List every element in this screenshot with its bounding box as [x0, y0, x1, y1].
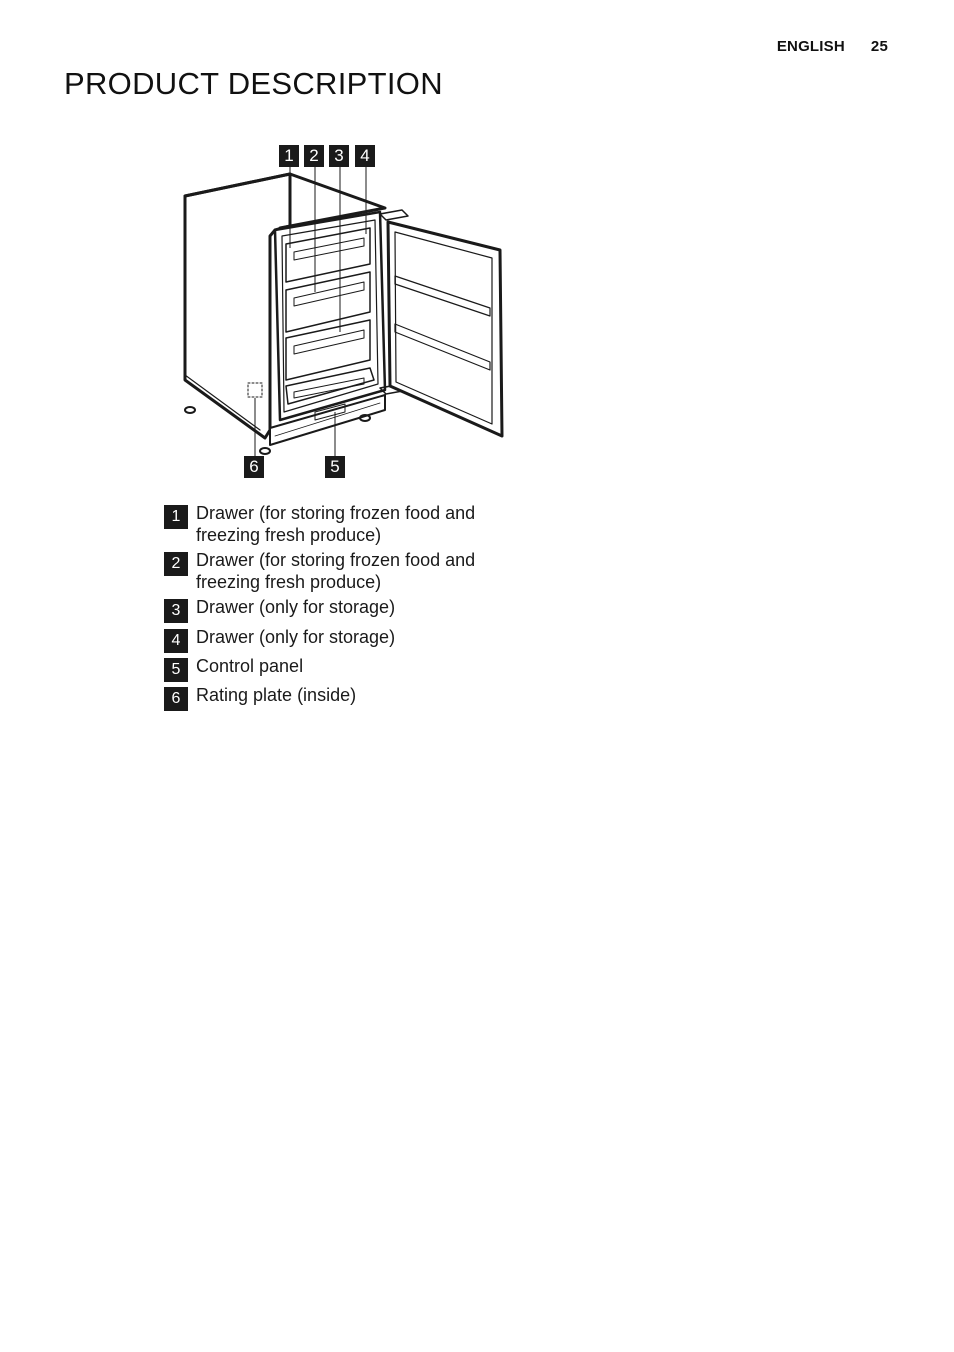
legend-text: Control panel	[196, 656, 304, 676]
legend-number: 6	[164, 687, 188, 711]
callout-2: 2	[304, 145, 324, 167]
legend-item	[164, 549, 506, 593]
legend-text: Drawer (only for storage)	[196, 597, 396, 617]
legend-item	[164, 684, 506, 711]
legend-item	[164, 655, 506, 682]
page-title: PRODUCT DESCRIPTION	[64, 66, 443, 101]
legend-item	[164, 502, 506, 546]
legend-item	[164, 626, 506, 653]
legend-number: 2	[164, 552, 188, 576]
legend-text: Drawer (for storing frozen food and freezing fresh produce)	[196, 550, 476, 592]
callout-3: 3	[329, 145, 349, 167]
language-label: ENGLISH	[776, 38, 845, 55]
page-header	[777, 38, 888, 55]
callout-6: 6	[244, 456, 264, 478]
legend-text: Drawer (for storing frozen food and freezing fresh produce)	[196, 503, 476, 545]
freezer-illustration	[170, 140, 530, 485]
legend-number: 5	[164, 658, 188, 682]
callout-4: 4	[355, 145, 375, 167]
freezer-drawing	[170, 140, 530, 485]
legend-text: Rating plate (inside)	[196, 685, 357, 705]
legend-number: 3	[164, 599, 188, 623]
legend-number: 4	[164, 629, 188, 653]
callout-1: 1	[279, 145, 299, 167]
legend-number: 1	[164, 505, 188, 529]
legend-text: Drawer (only for storage)	[196, 627, 396, 647]
legend-item	[164, 596, 506, 623]
page-number: 25	[870, 38, 888, 55]
callout-5: 5	[325, 456, 345, 478]
